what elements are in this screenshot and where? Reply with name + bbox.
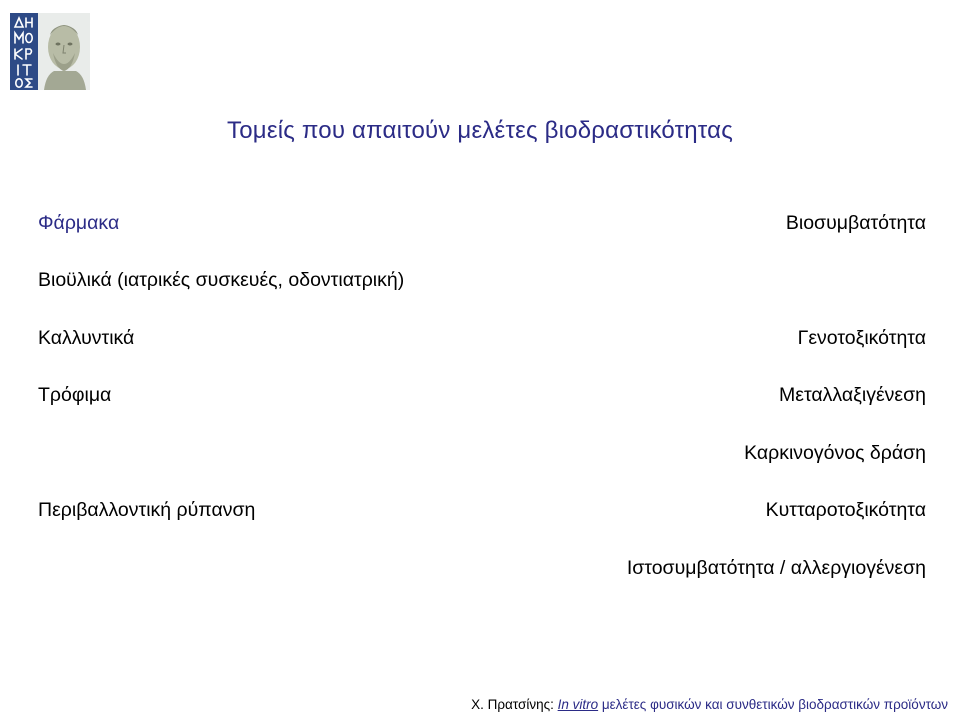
study-item-histocompatibility: Ιστοσυμβατότητα / αλλεργιογένεση: [626, 557, 926, 579]
sector-item-drugs: Φάρμακα: [38, 212, 120, 234]
footer-subject: μελέτες φυσικών και συνθετικών βιοδραστικών προϊόντων: [601, 697, 948, 712]
sector-item-biomaterials: Βιοϋλικά (ιατρικές συσκευές, οδοντιατρική): [38, 269, 405, 291]
footer-author: Χ. Πρατσίνης:: [471, 697, 554, 712]
demokritos-logo: [10, 13, 90, 90]
sector-item-pollution: Περιβαλλοντική ρύπανση: [38, 499, 256, 521]
sector-item-cosmetics: Καλλυντικά: [38, 327, 135, 349]
study-item-cytotoxicity: Κυτταροτοξικότητα: [765, 499, 926, 521]
study-item-mutagenesis: Μεταλλαξιγένεση: [779, 384, 926, 406]
study-item-carcinogenicity: Καρκινογόνος δράση: [744, 442, 926, 464]
slide-footer: [471, 697, 948, 712]
sector-item-food: Τρόφιμα: [38, 384, 112, 406]
study-item-genotoxicity: Γενοτοξικότητα: [797, 327, 926, 349]
slide-title: Τομείς που απαιτούν μελέτες βιοδραστικότητας: [227, 117, 733, 144]
study-item-biocompatibility: Βιοσυμβατότητα: [785, 212, 926, 234]
footer-italic: In vitro: [557, 697, 599, 712]
